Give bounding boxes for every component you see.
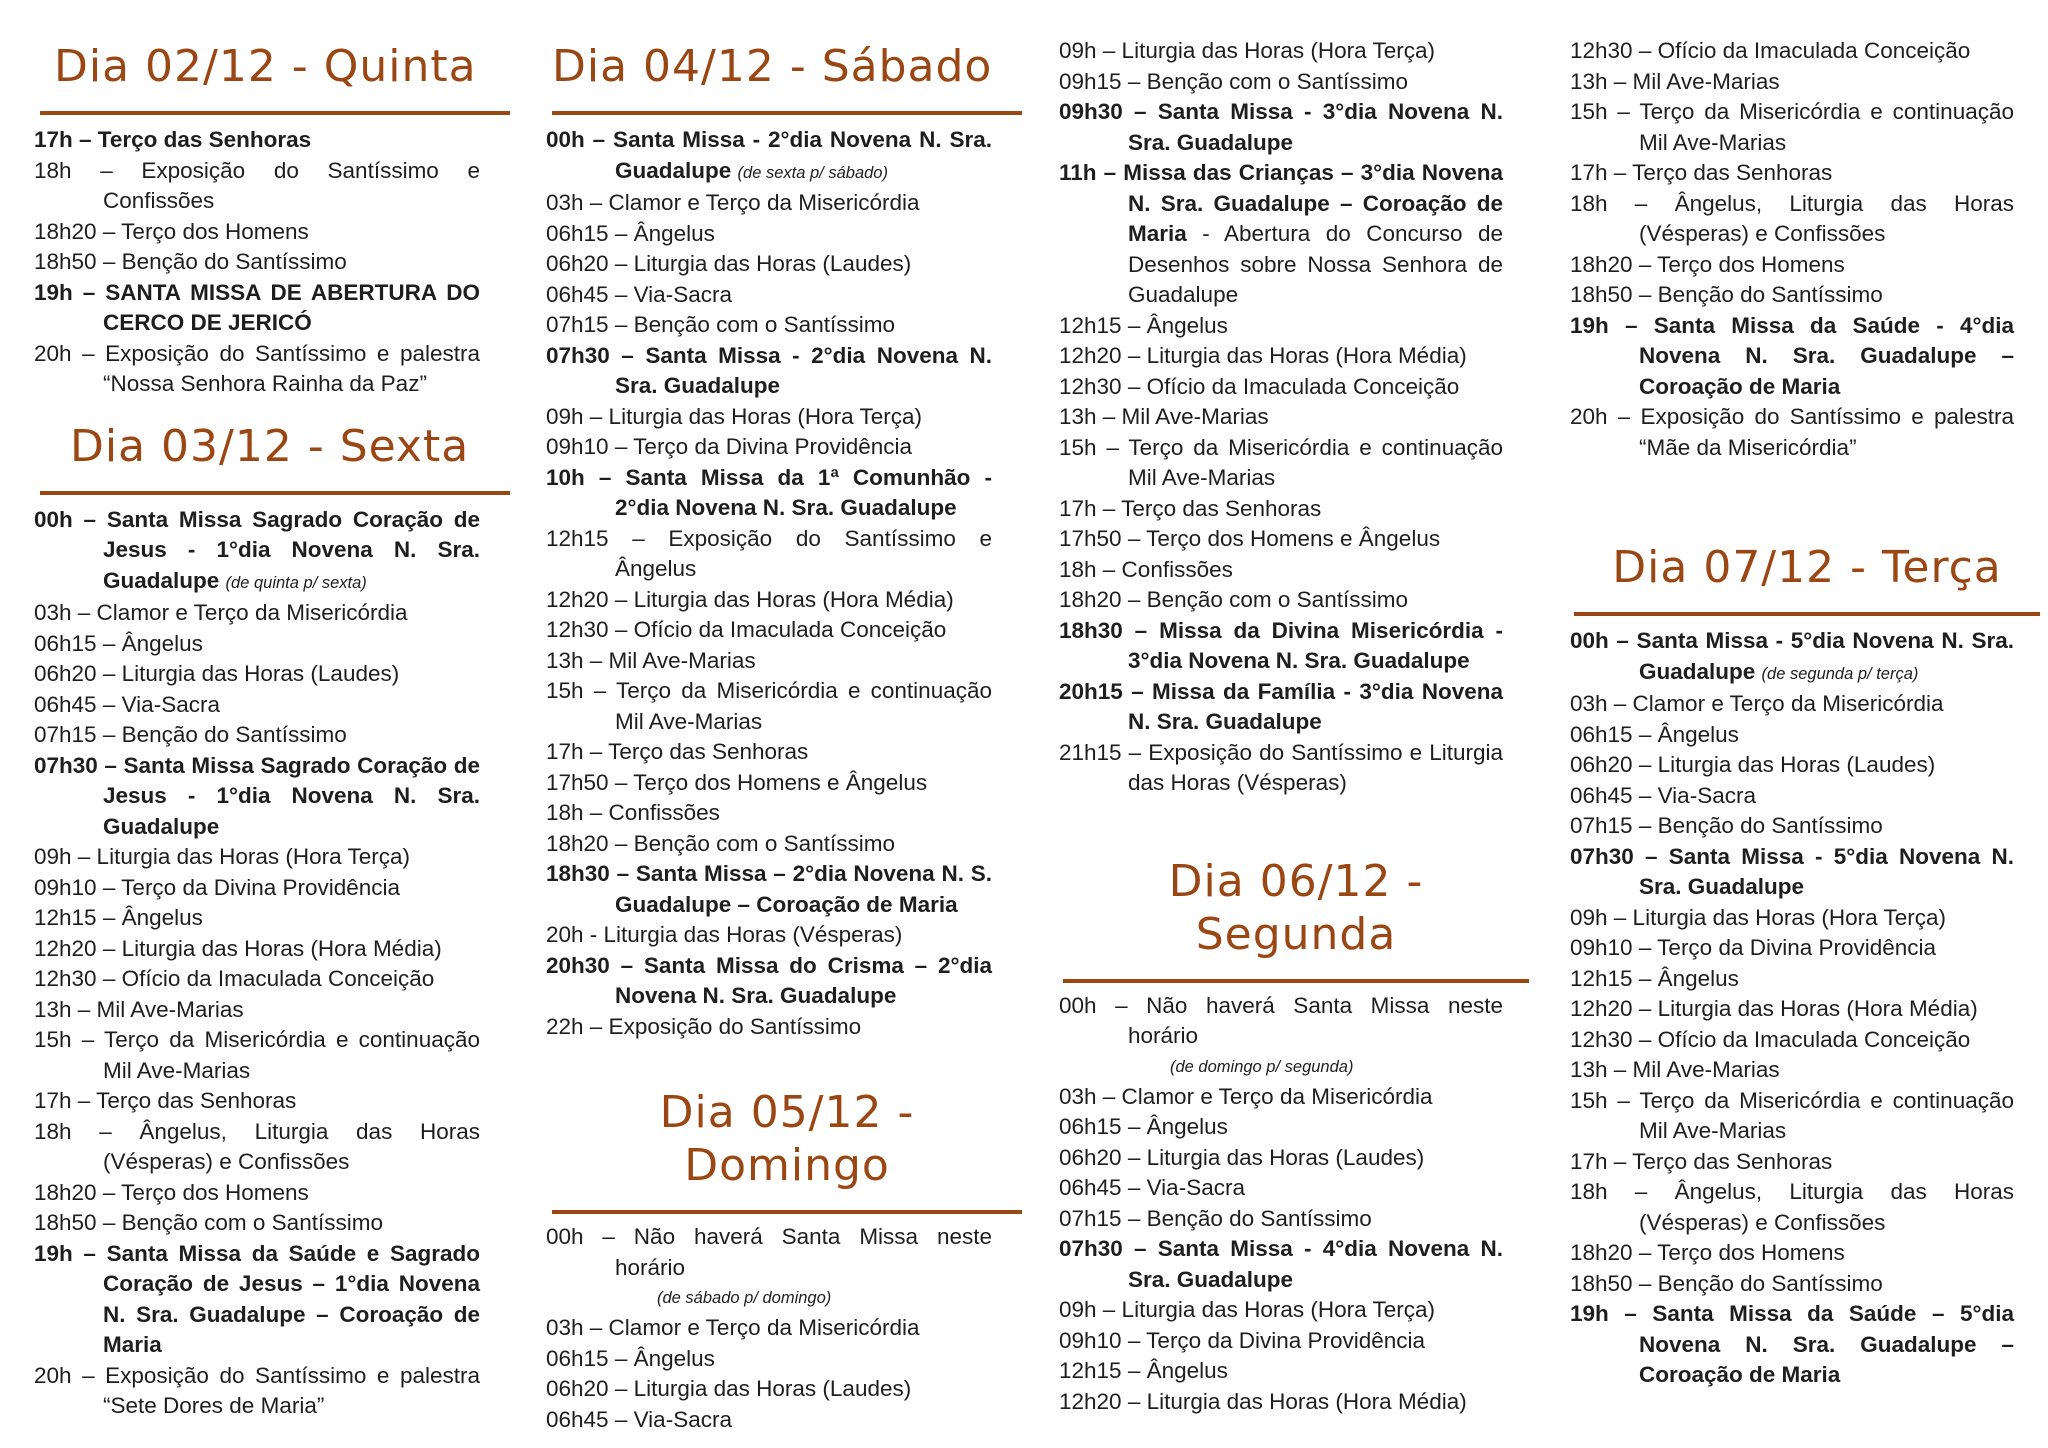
schedule-entry xyxy=(546,125,992,188)
entry-text: 20h - Liturgia das Horas (Vésperas) xyxy=(546,922,903,947)
entry-text: 10h – Santa Missa da 1ª Comunhão - 2°dia Novena N. Sra. Guadalupe xyxy=(546,464,992,520)
schedule-entry xyxy=(1059,677,1503,738)
entry-text: 20h – Exposição do Santíssimo e palestra “Sete Dores de Maria” xyxy=(34,1362,480,1418)
schedule-entry xyxy=(34,720,480,751)
schedule-entry xyxy=(34,1086,480,1117)
schedule-entry xyxy=(34,1208,480,1239)
schedule-entry xyxy=(1059,1295,1503,1326)
entry-text: 17h50 – Terço dos Homens e Ângelus xyxy=(1059,526,1441,551)
schedule-entry xyxy=(1059,555,1503,586)
schedule-entry xyxy=(546,1222,992,1313)
day-heading-line-1: Dia 06/12 - xyxy=(1168,855,1424,907)
schedule-entry xyxy=(546,280,992,311)
schedule-entry xyxy=(1570,1055,2014,1086)
schedule-entry xyxy=(546,219,992,250)
schedule-entry xyxy=(1059,1082,1503,1113)
day-section xyxy=(34,420,480,1422)
entry-text: 18h20 – Terço dos Homens xyxy=(34,1179,309,1205)
schedule-entry xyxy=(34,690,480,721)
schedule-entry xyxy=(1059,158,1503,311)
schedule-list xyxy=(546,1222,992,1435)
schedule-entry xyxy=(1059,991,1503,1082)
schedule-entry xyxy=(1059,1173,1503,1204)
entry-text: 06h15 – Ângelus xyxy=(1570,721,1739,747)
schedule-entry xyxy=(1570,97,2014,158)
column-4 xyxy=(1570,0,2014,1391)
entry-text: 06h20 – Liturgia das Horas (Laudes) xyxy=(1570,752,1936,777)
entry-text: 17h – Terço das Senhoras xyxy=(1570,160,1833,185)
column-2 xyxy=(546,0,992,1435)
entry-text: 13h – Mil Ave-Marias xyxy=(34,996,244,1022)
schedule-entry xyxy=(1570,67,2014,98)
day-section xyxy=(1570,541,2014,1391)
schedule-entry xyxy=(34,903,480,934)
schedule-entry xyxy=(34,1025,480,1086)
entry-text: 18h20 – Terço dos Homens xyxy=(1570,1240,1845,1265)
entry-text: 09h10 – Terço da Divina Providência xyxy=(1570,935,1937,960)
schedule-entry xyxy=(34,339,480,400)
entry-text: 20h15 – Missa da Família - 3°dia Novena N. Sra. Guadalupe xyxy=(1059,678,1503,734)
entry-text: 18h – Confissões xyxy=(546,800,720,825)
entry-text: 13h – Mil Ave-Marias xyxy=(1570,1057,1780,1082)
schedule-entry xyxy=(34,598,480,629)
entry-text: 20h30 – Santa Missa do Crisma – 2°dia Novena N. Sra. Guadalupe xyxy=(546,952,992,1008)
schedule-entry xyxy=(546,615,992,646)
entry-text-regular: - Abertura do Concurso de Desenhos sobre Nossa Senhora de Guadalupe xyxy=(1128,221,1503,307)
schedule-entry xyxy=(1059,97,1503,158)
entry-text: 15h – Terço da Misericórdia e continuação Mil Ave-Marias xyxy=(1059,434,1503,490)
entry-text: 17h50 – Terço dos Homens e Ângelus xyxy=(546,769,928,795)
schedule-entry xyxy=(1570,1025,2014,1056)
entry-text: 07h30 – Santa Missa - 4°dia Novena N. Sra. Guadalupe xyxy=(1059,1236,1503,1292)
schedule-entry xyxy=(1570,189,2014,250)
schedule-entry xyxy=(1059,311,1503,342)
entry-text: 12h15 – Ângelus xyxy=(1059,312,1228,338)
entry-text: 18h – Exposição do Santíssimo e Confissões xyxy=(34,157,480,213)
schedule-entry xyxy=(546,829,992,860)
schedule-entry xyxy=(34,247,480,278)
entry-text: 13h – Mil Ave-Marias xyxy=(546,647,756,673)
entry-text: 18h20 – Terço dos Homens xyxy=(34,218,309,244)
entry-text: 00h – Santa Missa Sagrado Coração de Jesus - 1°dia Novena N. Sra. Guadalupe xyxy=(34,506,480,593)
entry-text: 07h15 – Benção do Santíssimo xyxy=(34,722,347,747)
schedule-entry xyxy=(1059,1234,1503,1295)
entry-text: 06h45 – Via-Sacra xyxy=(546,281,732,307)
schedule-entry xyxy=(1570,781,2014,812)
schedule-entry xyxy=(1059,1387,1503,1418)
entry-text: 07h15 – Benção do Santíssimo xyxy=(1059,1205,1372,1231)
schedule-entry xyxy=(34,629,480,660)
entry-text: 20h – Exposição do Santíssimo e palestra “Nossa Senhora Rainha da Paz” xyxy=(34,340,480,396)
entry-text: 12h15 – Ângelus xyxy=(34,905,203,930)
entry-text: 22h – Exposição do Santíssimo xyxy=(546,1013,862,1039)
day-heading: Dia 04/12 - Sábado xyxy=(552,40,1022,115)
schedule-entry xyxy=(546,798,992,829)
entry-text: 18h50 – Benção com o Santíssimo xyxy=(34,1210,383,1235)
schedule-list xyxy=(1570,626,2014,1391)
entry-text: 18h50 – Benção do Santíssimo xyxy=(34,249,347,274)
schedule-entry xyxy=(1059,738,1503,799)
entry-text: 15h – Terço da Misericórdia e continuação Mil Ave-Marias xyxy=(546,678,992,734)
entry-text: 17h – Terço das Senhoras xyxy=(1570,1148,1833,1174)
schedule-entry xyxy=(546,341,992,402)
schedule-entry xyxy=(1570,689,2014,720)
schedule-entry xyxy=(34,278,480,339)
entry-text: 12h30 – Ofício da Imaculada Conceição xyxy=(1570,1026,1971,1052)
entry-text: 06h45 – Via-Sacra xyxy=(1570,782,1756,808)
schedule-entry xyxy=(1059,585,1503,616)
schedule-entry xyxy=(34,1117,480,1178)
entry-text: 12h20 – Liturgia das Horas (Hora Média) xyxy=(1570,996,1978,1021)
entry-text: 12h15 – Ângelus xyxy=(1570,965,1739,991)
entry-text: 06h20 – Liturgia das Horas (Laudes) xyxy=(34,661,400,686)
entry-text: 00h – Santa Missa - 2°dia Novena N. Sra. Guadalupe xyxy=(546,127,992,183)
entry-text: 03h – Clamor e Terço da Misericórdia xyxy=(1059,1083,1433,1109)
entry-text: 18h – Ângelus, Liturgia das Horas (Vésperas) e Confissões xyxy=(1570,190,2014,246)
schedule-entry xyxy=(1059,524,1503,555)
schedule-entry xyxy=(1059,402,1503,433)
schedule-entry xyxy=(1059,1204,1503,1235)
schedule-entry xyxy=(1570,280,2014,311)
schedule-entry xyxy=(1570,1147,2014,1178)
entry-text: 17h – Terço das Senhoras xyxy=(546,739,809,764)
schedule-entry xyxy=(546,768,992,799)
entry-text: 21h15 – Exposição do Santíssimo e Liturgia das Horas (Vésperas) xyxy=(1059,739,1503,795)
schedule-entry xyxy=(546,951,992,1012)
schedule-entry xyxy=(546,1405,992,1436)
schedule-entry xyxy=(546,310,992,341)
day-heading xyxy=(1063,855,1529,983)
entry-text: 11h – Missa das Crianças – 3°dia Novena N. Sra. Guadalupe – Coroação de Maria xyxy=(1059,160,1503,246)
schedule-entry xyxy=(1059,494,1503,525)
day-section xyxy=(34,40,480,400)
entry-text: 09h30 – Santa Missa - 3°dia Novena N. Sra. Guadalupe xyxy=(1059,99,1503,155)
entry-text: 07h30 – Santa Missa - 2°dia Novena N. Sra. Guadalupe xyxy=(546,342,992,398)
schedule-entry xyxy=(34,1239,480,1361)
entry-text: 09h10 – Terço da Divina Providência xyxy=(1059,1327,1426,1353)
schedule-entry xyxy=(546,646,992,677)
schedule-entry xyxy=(1570,1177,2014,1238)
schedule-entry xyxy=(1570,36,2014,67)
entry-text: 12h20 – Liturgia das Horas (Hora Média) xyxy=(1059,1388,1467,1414)
schedule-entry xyxy=(34,842,480,873)
schedule-list xyxy=(1059,991,1503,1418)
entry-text: 18h – Ângelus, Liturgia das Horas (Vésperas) e Confissões xyxy=(1570,1179,2014,1235)
schedule-entry xyxy=(1059,1112,1503,1143)
entry-text: 09h15 – Benção com o Santíssimo xyxy=(1059,68,1408,94)
entry-text: 06h45 – Via-Sacra xyxy=(546,1406,732,1432)
schedule-entry xyxy=(546,585,992,616)
schedule-list xyxy=(34,125,480,400)
entry-text: 03h – Clamor e Terço da Misericórdia xyxy=(34,600,408,625)
entry-text: 06h15 – Ângelus xyxy=(34,630,203,656)
entry-text: 19h – Santa Missa da Saúde – 5°dia Novena N. Sra. Guadalupe – Coroação de Maria xyxy=(1570,1301,2014,1387)
entry-text: 09h – Liturgia das Horas (Hora Terça) xyxy=(1059,38,1436,63)
schedule-list xyxy=(1570,36,2014,463)
schedule-list xyxy=(1059,36,1503,799)
entry-text: 18h20 – Benção com o Santíssimo xyxy=(546,830,895,856)
entry-text: 06h20 – Liturgia das Horas (Laudes) xyxy=(546,1376,912,1401)
entry-text: 17h – Terço das Senhoras xyxy=(34,127,312,152)
schedule-entry xyxy=(546,524,992,585)
entry-text: 00h – Não haverá Santa Missa neste horário xyxy=(546,1224,992,1280)
schedule-entry xyxy=(546,920,992,951)
schedule-entry xyxy=(34,156,480,217)
schedule-entry xyxy=(546,432,992,463)
entry-text: 12h20 – Liturgia das Horas (Hora Média) xyxy=(34,935,442,961)
schedule-entry xyxy=(546,249,992,280)
entry-text: 12h30 – Ofício da Imaculada Conceição xyxy=(546,617,947,642)
entry-text: 06h15 – Ângelus xyxy=(1059,1114,1228,1139)
schedule-entry xyxy=(34,995,480,1026)
schedule-entry xyxy=(1570,903,2014,934)
entry-text: 15h – Terço da Misericórdia e continuação Mil Ave-Marias xyxy=(1570,99,2014,155)
entry-text: 20h – Exposição do Santíssimo e palestra “Mãe da Misericórdia” xyxy=(1570,404,2014,460)
entry-text: 00h – Não haverá Santa Missa neste horário xyxy=(1059,992,1503,1048)
schedule-entry xyxy=(34,751,480,843)
schedule-entry xyxy=(34,217,480,248)
schedule-entry xyxy=(1059,1326,1503,1357)
schedule-list xyxy=(546,125,992,1042)
entry-text: 17h – Terço das Senhoras xyxy=(1059,495,1322,521)
entry-text: 18h – Confissões xyxy=(1059,556,1233,582)
entry-text: 03h – Clamor e Terço da Misericórdia xyxy=(546,190,920,215)
entry-text: 07h30 – Santa Missa - 5°dia Novena N. Sra. Guadalupe xyxy=(1570,843,2014,899)
day-heading: Dia 02/12 - Quinta xyxy=(40,40,510,115)
entry-text: 12h30 – Ofício da Imaculada Conceição xyxy=(1570,38,1971,63)
schedule-entry xyxy=(546,676,992,737)
day-heading-line-2: Segunda xyxy=(1195,908,1397,960)
schedule-entry xyxy=(1059,616,1503,677)
entry-note: (de sábado p/ domingo) xyxy=(657,1289,832,1307)
entry-note: (de domingo p/ segunda) xyxy=(1170,1057,1354,1076)
entry-text: 09h – Liturgia das Horas (Hora Terça) xyxy=(1059,1297,1436,1322)
column-1 xyxy=(34,0,480,1422)
schedule-entry xyxy=(1570,842,2014,903)
entry-text: 03h – Clamor e Terço da Misericórdia xyxy=(546,1315,920,1340)
entry-note: (de quinta p/ sexta) xyxy=(225,573,367,592)
schedule-entry xyxy=(1570,750,2014,781)
schedule-entry xyxy=(1570,1299,2014,1391)
schedule-entry xyxy=(1059,67,1503,98)
schedule-entry xyxy=(34,125,480,156)
entry-text: 12h30 – Ofício da Imaculada Conceição xyxy=(1059,373,1460,399)
entry-text: 17h – Terço das Senhoras xyxy=(34,1088,297,1113)
entry-text: 18h20 – Terço dos Homens xyxy=(1570,251,1845,277)
entry-text: 09h10 – Terço da Divina Providência xyxy=(546,434,913,459)
entry-text: 12h15 – Ângelus xyxy=(1059,1358,1228,1383)
entry-text: 07h15 – Benção com o Santíssimo xyxy=(546,312,895,337)
schedule-entry xyxy=(34,934,480,965)
schedule-entry xyxy=(1570,626,2014,689)
schedule-entry xyxy=(1059,1356,1503,1387)
day-heading: Dia 03/12 - Sexta xyxy=(40,420,510,495)
entry-text: 18h50 – Benção do Santíssimo xyxy=(1570,1270,1883,1296)
entry-text: 12h20 – Liturgia das Horas (Hora Média) xyxy=(546,586,954,612)
schedule-entry xyxy=(1570,1269,2014,1300)
day-section xyxy=(546,40,992,1042)
entry-text: 15h – Terço da Misericórdia e continuação Mil Ave-Marias xyxy=(34,1027,480,1083)
entry-text: 09h10 – Terço da Divina Providência xyxy=(34,874,401,900)
entry-text: 18h50 – Benção do Santíssimo xyxy=(1570,282,1883,307)
entry-text: 07h15 – Benção do Santíssimo xyxy=(1570,813,1883,838)
schedule-entry xyxy=(1570,1086,2014,1147)
entry-note: (de segunda p/ terça) xyxy=(1761,664,1919,683)
schedule-entry xyxy=(546,737,992,768)
entry-text: 18h20 – Benção com o Santíssimo xyxy=(1059,587,1408,612)
schedule-entry xyxy=(1570,964,2014,995)
entry-text: 06h20 – Liturgia das Horas (Laudes) xyxy=(1059,1144,1425,1170)
schedule-entry xyxy=(546,1344,992,1375)
entry-text: 09h – Liturgia das Horas (Hora Terça) xyxy=(1570,904,1947,930)
day-heading-line-1: Dia 05/12 - xyxy=(659,1087,915,1138)
schedule-entry xyxy=(546,402,992,433)
schedule-entry xyxy=(1570,250,2014,281)
entry-text: 18h – Ângelus, Liturgia das Horas (Vésperas) e Confissões xyxy=(34,1118,480,1174)
schedule-entry xyxy=(34,659,480,690)
entry-text: 19h – SANTA MISSA DE ABERTURA DO CERCO DE JERICÓ xyxy=(34,279,480,335)
entry-text: 09h – Liturgia das Horas (Hora Terça) xyxy=(546,403,923,429)
schedule-entry xyxy=(546,1012,992,1043)
day-section xyxy=(1059,855,1503,1418)
entry-text: 12h20 – Liturgia das Horas (Hora Média) xyxy=(1059,343,1467,368)
schedule-entry xyxy=(1570,311,2014,403)
entry-text: 07h30 – Santa Missa Sagrado Coração de Jesus - 1°dia Novena N. Sra. Guadalupe xyxy=(34,752,480,839)
entry-text: 06h45 – Via-Sacra xyxy=(1059,1175,1245,1200)
schedule-entry xyxy=(546,463,992,524)
schedule-entry xyxy=(1570,1238,2014,1269)
schedule-entry xyxy=(1570,811,2014,842)
entry-text: 19h – Santa Missa da Saúde - 4°dia Novena N. Sra. Guadalupe – Coroação de Maria xyxy=(1570,312,2014,399)
schedule-entry xyxy=(1059,372,1503,403)
schedule-entry xyxy=(34,964,480,995)
day-heading: Dia 07/12 - Terça xyxy=(1574,541,2040,616)
schedule-entry xyxy=(1570,933,2014,964)
entry-text: 12h30 – Ofício da Imaculada Conceição xyxy=(34,966,435,991)
entry-text: 13h – Mil Ave-Marias xyxy=(1570,68,1780,94)
entry-text: 18h30 – Missa da Divina Misericórdia - 3°dia Novena N. Sra. Guadalupe xyxy=(1059,617,1503,673)
entry-note: (de sexta p/ sábado) xyxy=(737,163,888,182)
entry-text: 06h20 – Liturgia das Horas (Laudes) xyxy=(546,251,912,276)
schedule-entry xyxy=(1059,36,1503,67)
entry-text: 03h – Clamor e Terço da Misericórdia xyxy=(1570,691,1944,716)
entry-text: 15h – Terço da Misericórdia e continuação Mil Ave-Marias xyxy=(1570,1087,2014,1143)
entry-text: 06h15 – Ângelus xyxy=(546,1345,715,1371)
schedule-entry xyxy=(1570,994,2014,1025)
schedule-entry xyxy=(546,188,992,219)
schedule-list xyxy=(34,505,480,1422)
entry-text: 19h – Santa Missa da Saúde e Sagrado Coração de Jesus – 1°dia Novena N. Sra. Guadalupe – Coroação de Maria xyxy=(34,1240,480,1357)
schedule-entry xyxy=(34,1361,480,1422)
schedule-entry xyxy=(34,505,480,599)
entry-text: 18h30 – Santa Missa – 2°dia Novena N. S. Guadalupe – Coroação de Maria xyxy=(546,861,992,917)
schedule-entry xyxy=(1059,433,1503,494)
schedule-entry xyxy=(1570,720,2014,751)
column-3 xyxy=(1059,0,1503,1417)
schedule-entry xyxy=(1570,158,2014,189)
day-heading-line-2: Domingo xyxy=(684,1140,890,1191)
schedule-entry xyxy=(546,1313,992,1344)
entry-text: 09h – Liturgia das Horas (Hora Terça) xyxy=(34,844,411,869)
schedule-entry xyxy=(1059,1143,1503,1174)
entry-text: 13h – Mil Ave-Marias xyxy=(1059,404,1269,429)
schedule-entry xyxy=(546,1374,992,1405)
schedule-entry xyxy=(34,873,480,904)
day-heading xyxy=(552,1086,1022,1214)
entry-text: 12h15 – Exposição do Santíssimo e Ângelus xyxy=(546,525,992,581)
day-section xyxy=(546,1086,992,1435)
schedule-entry xyxy=(546,859,992,920)
entry-text: 00h – Santa Missa - 5°dia Novena N. Sra. Guadalupe xyxy=(1570,628,2014,684)
schedule-entry xyxy=(1059,341,1503,372)
schedule-entry xyxy=(1570,402,2014,463)
entry-text: 06h45 – Via-Sacra xyxy=(34,691,220,717)
entry-text: 06h15 – Ângelus xyxy=(546,220,715,246)
schedule-entry xyxy=(34,1178,480,1209)
